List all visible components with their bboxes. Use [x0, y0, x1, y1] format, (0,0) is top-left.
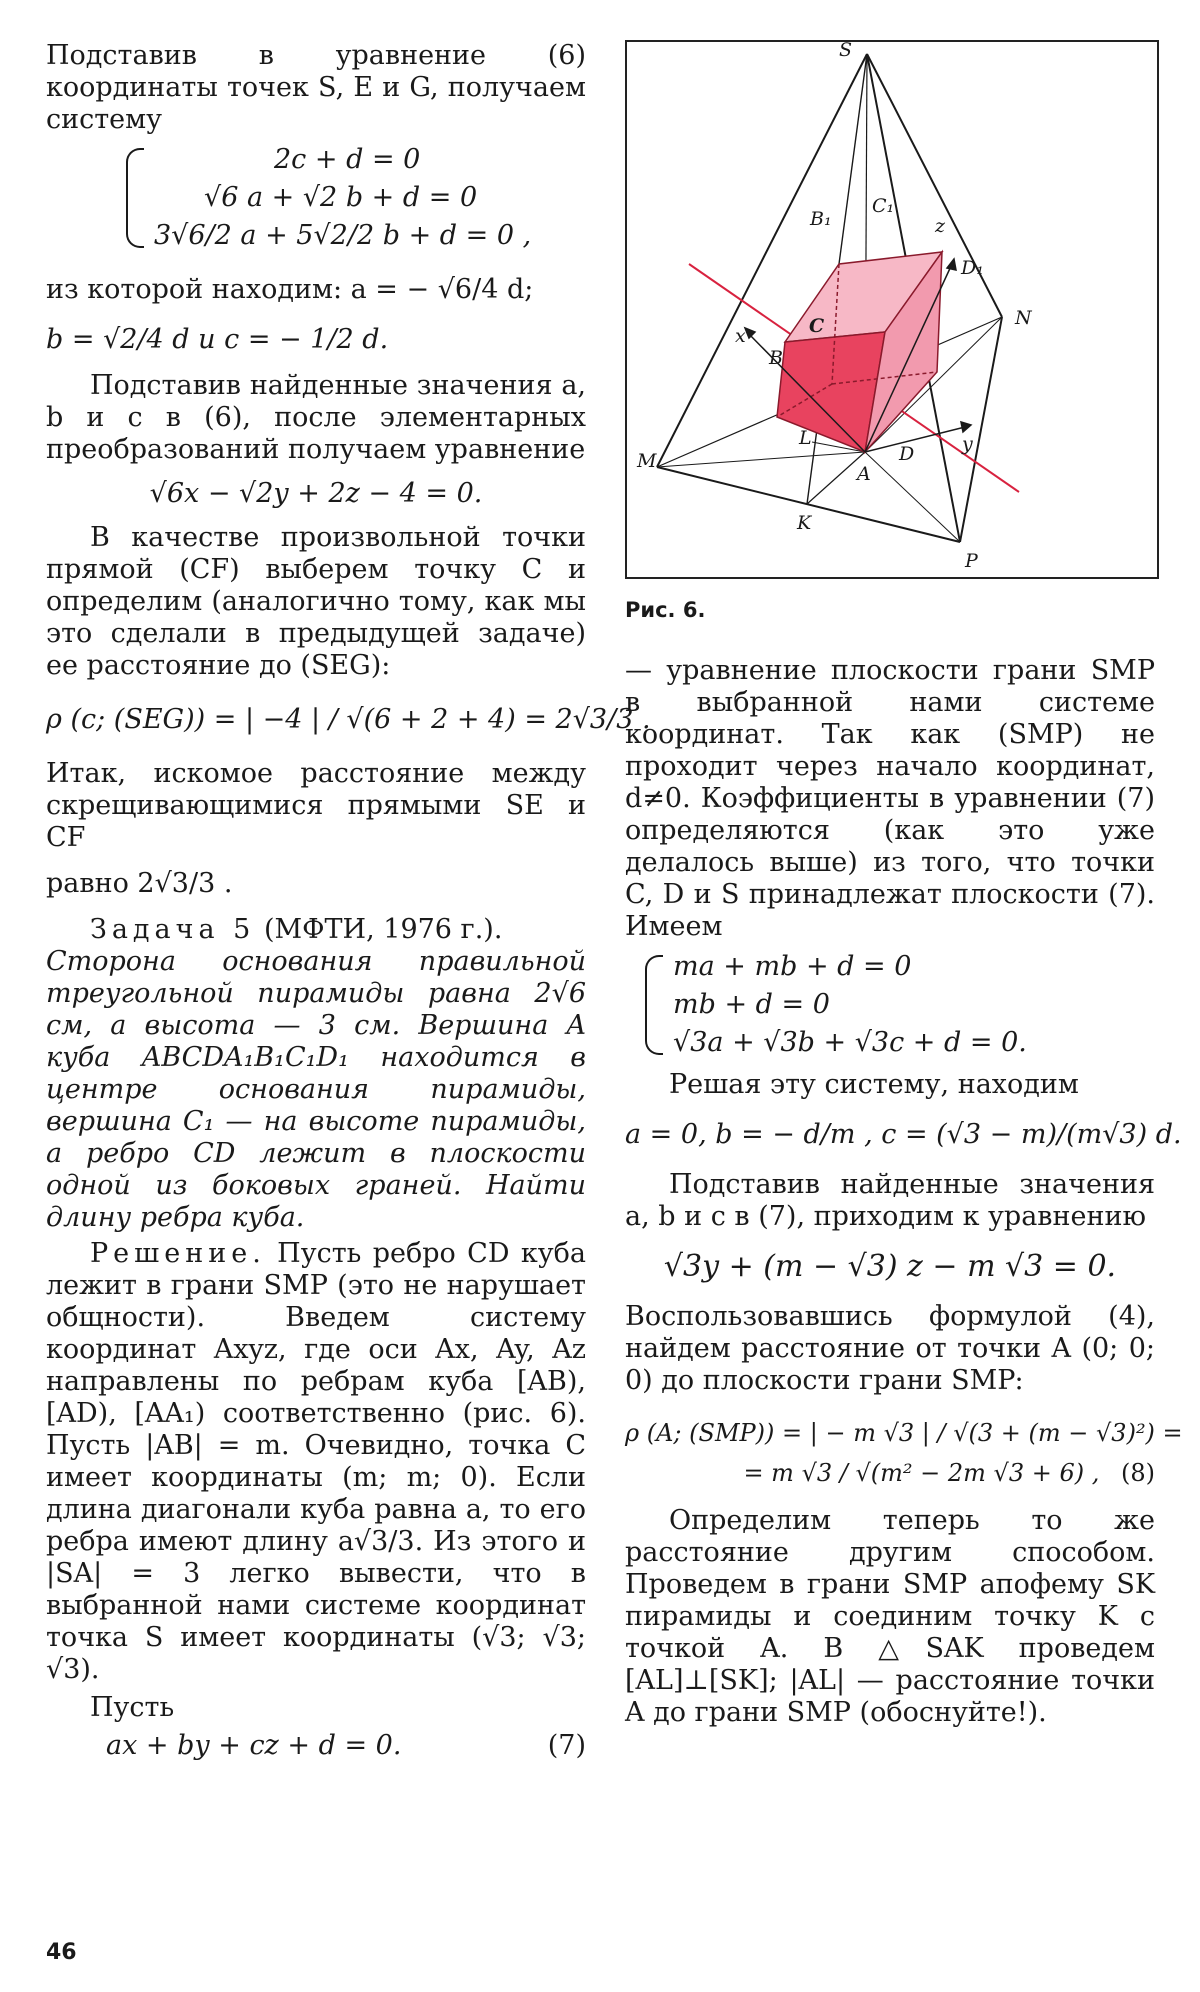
equation-system: [635, 951, 1155, 1059]
page-number: 46: [46, 1940, 77, 1965]
axis-y-arrow: [961, 422, 971, 432]
task-text: Сторона основания правильной треугольной пирамиды равна 2√6 см, а высота — 3 см. Вершина A куба ABCDA₁B₁C₁D₁ находится в центре основания пирамиды, вершина C₁ — на высоте пирамиды, а ребро CD лежит в плоскости одной из боковых граней. Найти длину ребра куба.: [46, 946, 586, 1233]
label-C1: C₁: [872, 195, 895, 217]
label-B: B: [769, 347, 783, 369]
left-column: [46, 40, 651, 1768]
paragraph: из которой находим: a = − √6/4 d;: [46, 274, 534, 305]
axis-z-arrow: [947, 259, 956, 270]
label-y: y: [962, 433, 973, 455]
equation: √6x − √2y + 2z − 4 = 0.: [149, 478, 483, 509]
equation: = m √3 / √(m² − 2m √3 + 6) ,: [743, 1459, 1100, 1487]
system-line: √6 a + √2 b + d = 0: [204, 182, 478, 213]
equation: ax + by + cz + d = 0.: [106, 1730, 402, 1761]
figure-pyramid-cube: [625, 40, 1159, 579]
label-A: A: [857, 463, 871, 485]
label-C: C: [809, 315, 825, 337]
paragraph: Подставив в уравнение (6) координаты точек S, E и G, получаем систему: [46, 40, 586, 135]
right-column: [625, 655, 1183, 1729]
equation-number: (8): [1121, 1459, 1155, 1487]
task-label: Задача 5: [90, 914, 256, 945]
equation-system: [116, 144, 586, 252]
equation: √3y + (m − √3) z − m √3 = 0.: [663, 1249, 1117, 1284]
label-M: M: [637, 450, 657, 472]
system-line: 3√6/2 a + 5√2/2 b + d = 0 ,: [154, 220, 532, 251]
equation: ρ (c; (SEG)) = | −4 | / √(6 + 2 + 4) = 2√3/3 .: [46, 704, 651, 735]
paragraph: — уравнение плоскости грани SMP в выбранной нами системе координат. Так как (SMP) не проходит через начало координат, d≠0. Коэффициенты в уравнении (7) определяются (как это уже делалось выше) из того, что точки C, D и S принадлежат плоскости (7). Имеем: [625, 655, 1155, 942]
solution-label: Решение.: [90, 1238, 266, 1269]
equation: a = 0, b = − d/m , c = (√3 − m)/(m√3) d.: [625, 1119, 1182, 1150]
task-heading: [46, 914, 586, 946]
label-K: K: [797, 512, 812, 534]
label-D: D: [899, 443, 915, 465]
label-S: S: [839, 42, 853, 61]
paragraph: Пусть: [90, 1692, 175, 1723]
axis-x-arrow: [745, 328, 755, 338]
paragraph: Подставив найденные значения a, b и c в (7), приходим к уравнению: [625, 1169, 1155, 1232]
pyramid-diagram: [627, 42, 1157, 577]
system-line: 2c + d = 0: [274, 144, 421, 175]
label-D1: D₁: [961, 257, 984, 279]
paragraph: Подставив найденные значения a, b и c в (6), после элементарных преобразований получаем уравнение: [46, 370, 586, 465]
paragraph: В качестве произвольной точки прямой (CF) выберем точку C и определим (аналогично тому, как мы это сделали в предыдущей задаче) ее расстояние до (SEG):: [46, 522, 586, 681]
formula-line: b = √2/4 d и c = − 1/2 d.: [46, 324, 389, 355]
paragraph: Решая эту систему, находим: [669, 1069, 1079, 1100]
system-line: √3a + √3b + √3c + d = 0.: [673, 1027, 1027, 1058]
paragraph: Воспользовавшись формулой (4), найдем расстояние от точки A (0; 0; 0) до плоскости грани SMP:: [625, 1301, 1155, 1396]
equation-numbered: [625, 1457, 1155, 1489]
equation-number: (7): [547, 1730, 586, 1761]
system-line: mb + d = 0: [673, 989, 830, 1020]
solution-text: Пусть ребро CD куба лежит в грани SMP (это не нарушает общности). Введем систему координат Axyz, где оси Ax, Ay, Az направлены по ребрам куба [AB), [AD), [AA₁) соответственно (рис. 6). Пусть |AB| = m. Очевидно, точка C имеет координаты (m; m; 0). Если длина диагонали куба равна a, то его ребра имеют длину a√3/3. Из этого и |SA| = 3 легко вывести, что в выбранной нами системе координат точка S имеет координаты (√3; √3; √3).: [46, 1238, 586, 1685]
system-line: ma + mb + d = 0: [673, 951, 912, 982]
equation: ρ (A; (SMP)) = | − m √3 | / √(3 + (m − √3)²) =: [625, 1419, 1183, 1447]
median-MA: [657, 452, 865, 467]
label-B1: B₁: [810, 208, 832, 230]
label-z: z: [935, 215, 946, 237]
solution-paragraph: [46, 1238, 586, 1686]
paragraph: Итак, искомое расстояние между скрещивающимися прямыми SE и CF: [46, 758, 586, 853]
label-L: L: [799, 427, 812, 449]
task-source: (МФТИ, 1976 г.).: [263, 914, 503, 945]
label-x: x: [735, 325, 746, 347]
figure-caption: Рис. 6.: [625, 598, 706, 622]
paragraph: равно 2√3/3 .: [46, 868, 233, 899]
equation-numbered: [46, 1730, 586, 1762]
label-N: N: [1015, 307, 1032, 329]
label-P: P: [965, 550, 978, 572]
paragraph: Определим теперь то же расстояние другим способом. Проведем в грани SMP апофему SK пирамиды и соединим точку K с точкой A. В △SAK проведем [AL]⊥[SK]; |AL| — расстояние точки A до грани SMP (обоснуйте!).: [625, 1505, 1155, 1728]
